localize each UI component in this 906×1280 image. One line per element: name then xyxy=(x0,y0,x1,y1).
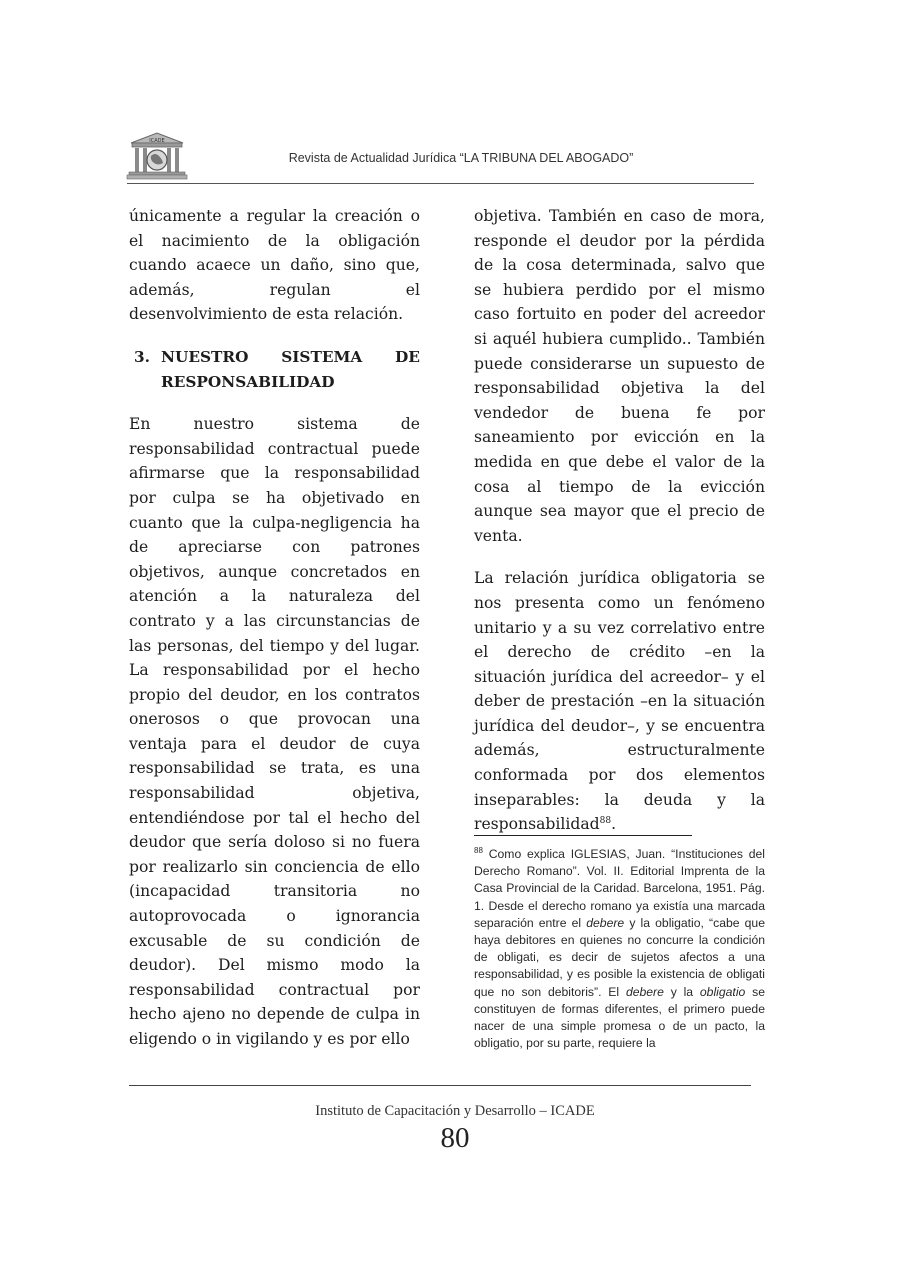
page-number: 80 xyxy=(440,1122,470,1154)
paragraph: únicamente a regular la creación o el nacimiento de la obligación cuando acaece un daño, sino que, además, regulan el desenvolvimiento de esta relación. xyxy=(129,207,420,324)
heading-word: DE xyxy=(395,347,420,366)
journal-title: Revista de Actualidad Jurídica “LA TRIBUNA DEL ABOGADO” xyxy=(288,151,634,165)
heading-line: RESPONSABILIDAD xyxy=(161,372,335,391)
footnote-ref[interactable]: 88 xyxy=(599,816,612,827)
paragraph: La relación jurídica obligatoria se nos presenta como un fenómeno unitario y a su vez correlativo entre el derecho de crédito –en la situación jurídica del acreedor– y el deber de prestación –en la situación jurídica del deudor–, y se encuentra además, estructuralmente conformada por dos elementos inseparables: la deuda y la responsabilidad$^{88}$. xyxy=(474,569,765,834)
footnote: $^{88}$ Como explica IGLESIAS, Juan. “Instituciones del Derecho Romano”. Vol. II. Editorial Imprenta de la Casa Provincial de la Caridad. Barcelona, 1951. Pág. 1. Desde el derecho romano ya existía una marcada separación entre el debere y la obligatio, “cabe que haya debitores en quienes no concurre la condición de obligati, es decir de sujetos afectos a una responsabilidad, y es posible la existencia de obligati que no son debitoris”. El debere y la obligatio se constituyen de formas diferentes, el primero puede nacer de una simple promesa o de un pacto, la obligatio, por su parte, requiere la xyxy=(474,845,765,1051)
heading-word: SISTEMA xyxy=(281,347,363,366)
section-heading xyxy=(129,345,420,394)
footnote-divider xyxy=(474,835,692,836)
heading-word: NUESTRO xyxy=(161,347,249,366)
left-column xyxy=(129,204,420,1052)
footer-institute: Instituto de Capacitación y Desarrollo – ICADE xyxy=(315,1103,595,1119)
footnote-number: 88 xyxy=(474,845,483,855)
paragraph: En nuestro sistema de responsabilidad contractual puede afirmarse que la responsabilidad por culpa se ha objetivado en cuanto que la culpa-negligencia ha de apreciarse con patrones objetivos, aunque concretados en atención a la naturaleza del contrato y a las circunstancias de las personas, del tiempo y del lugar. La responsabilidad por el hecho propio del deudor, en los contratos onerosos o que provocan una ventaja para el deudor de cuya responsabilidad se trata, es una responsabilidad objetiva, entendiéndose por tal el hecho del deudor que sería doloso si no fuera por realizarlo sin conciencia de ello (incapacidad transitoria no autoprovocada o ignorancia excusable de su condición de deudor). Del mismo modo la responsabilidad contractual por hecho ajeno no depende de culpa in eligendo o in vigilando y es por ello xyxy=(129,415,420,1048)
right-column xyxy=(474,204,765,837)
heading-number: 3. xyxy=(134,347,150,366)
paragraph: objetiva. También en caso de mora, responde el deudor por la pérdida de la cosa determinada, salvo que se hubiera perdido por el mismo caso fortuito en poder del acreedor si aquél hubiera cumplido.. También puede considerarse un supuesto de responsabilidad objetiva la del vendedor de buena fe por saneamiento por evicción en la medida en que debe el valor de la cosa al tiempo de la evicción aunque sea mayor que el precio de venta. xyxy=(474,207,765,545)
header-divider xyxy=(127,183,754,184)
logo-text: ICADE xyxy=(149,138,165,144)
footer-divider xyxy=(129,1085,751,1086)
